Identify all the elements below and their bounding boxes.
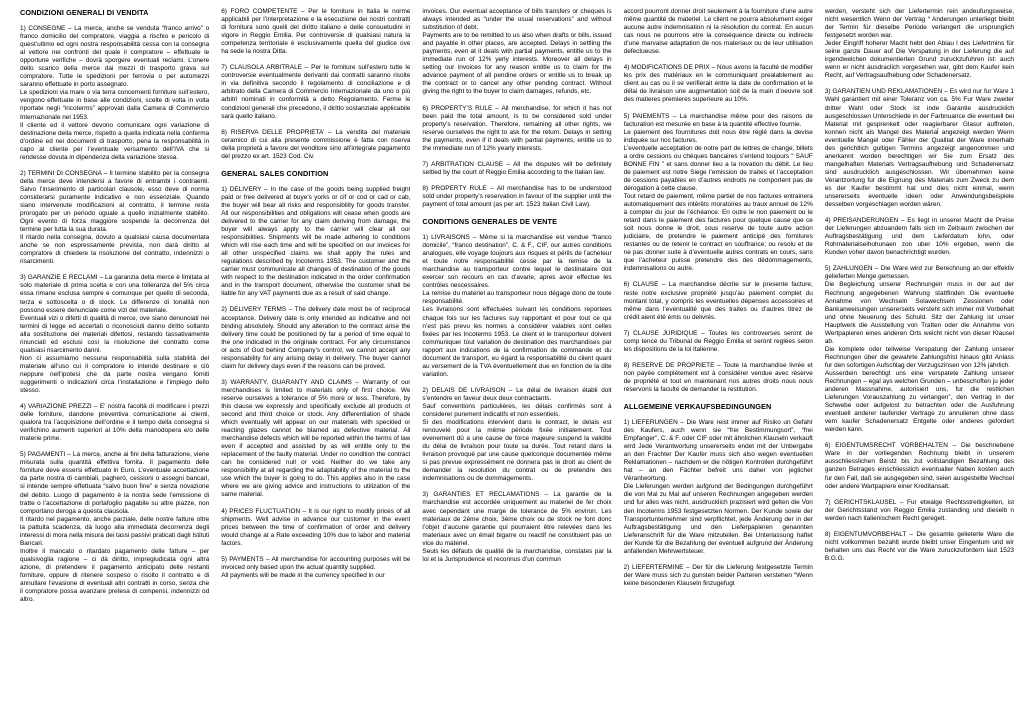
section-title: CONDITIONS GENERALES DE VENTE	[422, 217, 558, 227]
column-german	[825, 8, 1014, 725]
clause-paragraph: 4) PREISANDERUNGEN – Es liegt in unserer Macht die Preise der Lieferungen abzuandem falls sich im Zeitraum zwischen der Auftragsbestätigung und dem Lieferdatum lohn, oder Rohmaterialseihohunaen zon uber 10% ergeben, wenn die Kunden voher davon benachrichtigt wurden.	[824, 217, 1015, 257]
clause-paragraph: 3) WARRANTY, GUARANTY AND CLAIMS – Warranty of our merchandises is limited to materials only of first choice. We reserve ourselves a tolerance of 5% more or less. Therefore, by this clause we expressly and specifically exclude all products of second and third choice or stock. Any differentiation of shade which eventually will appear on our materials with speckled or reacting glazes cannot be blamed as defective material. All merchandise defects which will be reported within the terms of law even if accepted and assisted by as will entitle only to the replacement of the faulty material. Under no condition the contract can be considered null or void. Neither do we take any responsibility at all regarding the adaptability of the material to the use which the buyer is going to do. This applies also in the case where we are giving advice and instructions to utilization of the same material.	[221, 378, 411, 499]
clause-paragraph: 2) LIEFERTERMINE – Der für die Lieferung festgesetzte Termin der Ware muss sich zu gunsten belder Parteren verstehen “Wenn keine besonderen Klauseln finzugefugt	[623, 563, 813, 587]
clause-paragraph: 4) VARIAZIONE PREZZI – E’ nostra facoltà di modificare i prezzi delle forniture, dandone preventiva comunicazione ai clienti, qualora tra l’acquisizione dell’ordine e il tempo della consegna si verifichino aumenti superiori al 10% della manodopera e/o delle materie prime.	[20, 403, 210, 443]
clause-paragraph: 7) ARBITRATION CLAUSE – All the disputes will be definitely settled by the court of Reggio Emilia according to the Italian law.	[422, 160, 612, 176]
clause-paragraph: 6) EIGENTUMSRECHT VORBEHALTEN – Die beschriebene Ware in der vorliegenden Rechnung bleibt in unserem ausschliesslichen Beistz bis zut vollstandigen Bezahlung des ganzen Betrages einschliesslich eventualler Naben kosten auch fur den Fall, daß sie ausgegeben sind, seien ausgestellte Wechsel oder andere Wartpapiere einer Kreditansalt.	[824, 442, 1015, 490]
column-french-german	[624, 8, 813, 725]
clause-paragraph: 6) FORO COMPETENTE – Per le forniture in Italia le norme applicabili per l’interpretazione e la esecuzione dei nostri contratti di fornitura sono quelli del diritto italiano e delle consuetudini in vigore in Reggio Emilia. Per controversie di qualsiasi natura la competenza territoriale è esclusivamente quella del giudice ove ha sede la nostra Ditta.	[221, 8, 411, 56]
clause-paragraph: 4) PRICES FLUCTUATION – It is our right to modify prices of all shipments. Well advise in advance our customer in the event prices between the time of confirmation of order and delivery would change at a Rate exceeding 10% due to labor and material factors.	[221, 507, 411, 547]
clause-paragraph: 1) LIEFERUNGEN – Die Ware reist immer auf Risiko un Gefahr des Kaufers, auch wenn sie “frei Bestimmungsort”, “frei Empfanger”, C. & F. oder CIF oder mit ähnlichen Klauseln verkauft wird Jede Verantwortung unsererseits endet mit der Unbergabe an den Frachter Der Kaufer muss sich also wegen eventuellen Reklamationen – nachdem er die nötigen Kontrollen durchgeführt hat – an den Fächter befreit uns daher von jeglicher Vérantwortung. Die Lieferungen werden aufgrund der Bedingungen durchgeführt die von Mal zu Mal auf unseren Rechnungen angegeben werden und fur alles was nicht, ausdrucklich prazisiert wird gelten die Von den Incoterms 1953 festgesetzten Normen. Der Kunde sowie der Transportunternehmer sind verpflichtet, jede Änderung der in der Auftragsbestätigung und den Lieferpapieren genannten Lieferanschrift für die Ware mitzuteilen. Bei Unterlassung haftet der Kunde für die Bezahlung der eventuell aufgrund der Änderung anfallenden Mehrwertsteuer.	[623, 419, 813, 555]
clause-paragraph: 7) GERICHTSKLAUSEL – Fur etwalge Rechtsstreitigkeiten, ist der Gerichtsstand von Reggio Emilia zustanding und dieselb n werden nach italienischem Recht geregelt.	[824, 498, 1015, 522]
column-french	[422, 8, 611, 725]
clause-paragraph: 7) CLAUSOLA ARBITRALE – Per le forniture sull’estero tutte le controversie eventualmente derivanti dai contratti saranno risolte in via definitiva secondo il regolamento di conciliazione e di arbitrato della Camera di Commercio Internazionale da uno o più arbitri nominati in conformità a detto Regolamento. Ferme le condizioni generali che precedono, il diritto sostanziale applicabile sarà quello italiano.	[221, 64, 411, 120]
clause-paragraph: 3) GARANZIE E RECLAMI – La garanzia della merce è limitata al solo materiale di prima scelta e con una tolleranza del 5% circa essa rimane esclusa sempre e comunque per quello di seconda, terza e sottoscelta o di stock. Le differenze di tonalità non possono essere denunciate come vizi del materiale. Eventuali vizi o difetti di qualità di merce, ove siano denunciati nei termini di legge ed accertati o riconosciuti danno diritto soltanto alla sostituzione dei materiali difettosi, restando tassativamente rinunciati ed esclusi così la risoluzione del contratto come qualsiasi risarcimento danni. Non ci assumiamo nessuna responsabilità sulla stabilità del materiale all’uso cui il compratore lo intende destinare e ciò neppure nell’ipotesi che da parte nostra vengano forniti suggerimenti o indicazioni circa l’installazione e l’impiego dello stesso.	[20, 274, 210, 395]
column-italian	[20, 8, 209, 725]
clause-paragraph: werden, versteht sich der Liefertermin rein andeufungsweise, nicht wesentlich Wenn der Vertrag “ Anderungen unterliegt bleibt der Termin für dieselbe Periode verlangert die ursprunglich festgesetzt worden war. Jeder Eingriff hoherer Macht hebt den Abiau l des Liefertmins für seine ganze Dauer auf Die Verspatung in der Lieferung die auf irgendwelchen dokumentierten Grund zuruckzufuhren ist: auch wenn er nicht ausdraclich vorgesehen war, gibt dem Kaufer kein Recht, auf Vertragsaufhebung oder Schadenersatz.	[824, 8, 1015, 80]
section-title: GENERAL SALES CONDITION	[221, 168, 329, 178]
clause-paragraph: 2) DELIVERY TERMS – The delivery date most be of reciprocal acceptance. Delivery date is only intended as indicative and not binding absolutely. Should any alteration to the contract arise the delivery time could be positioned by far a period of time equal to the one indicated in the originale contract. For any circumstance or acts of God behind Company’s control, we cannot accept any responsability for any arising delay in delivery. The buyer cannot claim for delivery days even if the reasons can be proved.	[221, 306, 411, 370]
clause-paragraph: 1) LIVRAISONS – Même si la marchandise est vendue “franco domicile”, “franco destination”, C. & F., CIF, our autres conditions analogues, elle voyage toujours aux risques et périls de l’acheteur et toute notre responsabilité cesse par la remise de la marchandise au transporteur contre lequel le destinataire doit exercer son recours en cas d’avarie, apres avoir effectue les contrôles nescessaires. La remise du materiel au transporteur nous dégage donc de toute responsabilité. Les livraisons sont effectuées suivant les conditions reportees chaque fois sur les factures suy rapportant et pour tout ce qui n’est pas prevu les normes a considérer valables sont celles fixées par les Incoterms 1953. Le client et le transporteur doivent communiquer tout variation de destination des marchandises par rapport aux indications de la confirmation de commande et du document de transport, eu égard la responsabilité du client quant au versement de la TVA éventuellement due en fonction de la dite variation.	[422, 234, 612, 378]
section-title: CONDIZIONI GENERALI DI VENDITA	[20, 8, 149, 17]
clause-paragraph: 6) PROPERTY’S RULE – All merchandise, for which it has not been paid the total amount, is to be considered sold under property’s reservation. Therefore, remaining all other rights, we reserve ourselves the right to ask for the return. Delays in setting the payments, even if it deals with partial payments, entitle us to the immediate run of 12% yearly interests.	[422, 104, 612, 152]
clause-paragraph: 4) MODIFICATIONS DE PRIX – Nous avons la faculté de modifier les prix des matériaux en le communiquant prealablement au client au cas ou il se verifierait entre la date de confirmation et le délai de livraison une augmentation soit de la main d’oeuvre soit des matieres premieres superieure au 10%.	[623, 64, 813, 104]
clause-paragraph: 2) TERMINI DI CONSEGNA – Il termine stabilito per la consegna della merce deve intendersi a favore di entrambi i contraenti. Salvo l’inserimento di particolari clausole, esso deve di norma considerarsi puramente indicativo e non essenziale. Quando siano intervenute modificazioni al contratto, il termine resta prorogato per un periodo uguale a quello inizialmente stabilito. Ogni evento di forza maggiore sospende la decorrenza del termine per tutta la sua durata. Il ritardo nella consegna, dovuto a qualsiasi causa documentata anche se non espressamente prevista, non darà diritto al compratore di chiedere la risoluzione del contratto, indennizzi o risarcimenti.	[20, 169, 210, 266]
clause-paragraph: 1) DELIVERY – In the case of the goods being supplied freight paid or free delivered at buye’s yorks or cif or cod or cad or cab, the buyer will bear all risks and responsibility for goods transfer. All our responsibilities and obligations will cease when goods are delivered to the carrier for any claim deriving from damage, the buyer will always apply to the carrier will clear all our responsibilities. Shipments will be made adhering to conditions which will rise each time and will be specified on our invoices for all other unspecified claims we shall apply the rules and regulations described by Incoterms 1953. The customer and the carrier must communicate all changes of destination of the goods with respect to the destination indicated in the order confirmation and in the transport document, otherwise the customer shall be liable for any VAT payments due as a result of said change.	[221, 185, 411, 298]
clause-paragraph: invoices. Our eventual acceptance of bills transfers or cheques is always intended as “under the usual reservations” and without substitution of debt. Payments are to be remitted to us also when drafts or bills, issued and payable in other places, are accepted. Delays in settling the payments, even at it deals with partial payments, entitle us to the immediate run of 12% yerly interests. Moreover all delays in setting our invoices for any reason entitle us to claim for the advance payment of all pendine orders or entitle us to break up the contract or to cancel any other pending contract. Without giving the right to the buyer to claim damages, refunds, etc.	[422, 8, 612, 96]
clause-paragraph: 3) GARANTIES ET RECLAMATIONS – La garantie de la marchandise est accordée uniquement au materiel de fer choix avec cependant une marge de tolerance de 5% environ. Les materiaux de 2ème choix, 3ème choix ou de stock ne font donc l’objet d’aucune garantie qui pourraient être relevées dans les materiaux avec un émail bigarre ou reactif ne constituent pas un vice du materiel. Seuls les défauts de qualité de la marchandise, constates par la loi et la Jurisprudence et reconnus d’un commun	[422, 491, 612, 563]
clause-paragraph: 5) PAGAMENTI – La merce, anche ai fini della fatturazione, viene misurata sulla quantità effettiva fornita. Il pagamento delle forniture deve essersi effettuato in Euro. L’eventuale accettazione da parte nostra di cambiali, pagherò, cessioni o assegni bancari, si intende sempre effettuata “salvo buon fine” e senza novazione del debito. Luogo di pagamento è la nostra sede l’emissione di tratte o l’accettazione di portafoglio pagabile su altre piazze, non comportano deroga a questa clausola. Il ritardo nel pagamento, anche parziale, delle nostre fatture oltre la pattuita scadenza, dà luogo alla immediata decorrenza degli interessi di mora nella misura dei tassi passivi praticati dagli Istituti Bancari. Inoltre il mancato o ritardato pagamento delle fatture – per qualsivoglia ragione – ci dà diritto, impregiudicata ogni altra azione, di pretendere il pagamento anticipato delle restanti forniture, oppure di ritenere sospeso o risolto il contratto e di annullare l’evasione di eventuali altri contratti in corso, senza che il compratore possa avanzare pretesa di compensi, indennizzi od altro.	[20, 451, 210, 604]
column-english	[221, 8, 410, 725]
clause-paragraph: 3) GARANTIEN UND REKLAMATIONEN – Es wird nur fur Ware 1 Wahl garantiert mit einer Toleranz von ca. 5% Fur Ware zweiter dritter Wahl oder Stock ist inde Garantie ausdrucklich ausgeschlossen Unterschiede in der Farbnuance die eventuell bei Material mit gesprenkelt oder reagierbarer Glasur auffreten, konnen nicht als Mangel des Materiaĺ angezeigt werden Wenn eventuelle Mangel oder Fähler der Qualitat der Ware innerhalb des gerichtlich gultigen Termins angezeigt angenommen und anerkannt worden berechtigen wir Sie zum Ersatz des mangelhaften Materials Vertragsaufhebung und Schadenersatz sind ausdrucklich ausgeschlossen. Wir übernehmen keine Verantzortung fur die Eignung des Materials zum Zweck zu dem es der Kaufer bestimmt hat und dies nicht einmal, wenn unsererseits eventuelle ideen oder Anwendungsbeispiele desselben vorgeschlagen worden wären.	[824, 88, 1015, 209]
clause-paragraph: 6) CLAUSE – La marchandise décrite sur le presente facture, reste notre exclusive propriété jusqu’au paiement complet du montant total, y compris les eventuelles dépenses accessoires et même dans l’eventualité que des traites ou d’autres titrez de crédit aient été émis ou delivrés.	[623, 281, 813, 321]
clause-paragraph: 2) DELAIS DE LIVRAISON – Le délai de livraison établi doit s’entendre en faveur deux deux contractants. Sauf conventions particulières, les délais confirmés sont à considerer purement indicatifs et non essentiels. Si des modifications intervient dans le contract, le delais est renouvelé pour la même période fixée initialement. Tout evenement dû a une cause de force majeure suspend la validité du délai de livraison pour toute sa durée. Tout retard dans la livraison provoqué par une cause quelconque documentée même si pas prevue expressément ne donnera pas le droit au client de demander la resolution du contrat ou de pretendre des indemnisations ou de dommagements.	[422, 386, 612, 483]
clause-paragraph: 1) CONSEGNE – La merce, anche se venduta “franco arrivo” o franco domicilio del compratore, viaggia a rischio e pericolo di quest’ultimo ed ogni nostra responsabilità cessa con la consegna al vettore nei confronti del quale il compratore – effettuate le opportune verifiche – dovrà sporgere eventuali reclami. L’onere dello scarico della merce dai mezzi di trasporto grava sul compratore. Tutte le spedizioni per ferrovia o per automezzi saranno effettuate in porto assegnato. Le spedizioni via mare o via terra concernenti forniture sull’estero, vengono effettuate in base alle condizioni, scelte di volta in volta riportate negli “incoterms” approvati dalla Camera di Commercio Internazionale nel 1953. Il cliente ed il vettore devono comunicare ogni variazione di destinazione della merce, rispetto a quella indicata nella conferma d’ordine ed nei documenti di trasporto, pena la responsabilità in capo al cliente per l’eventuale versamento dell’IVA che si rendesse dovuta in dipendenza della variazione stessa.	[20, 25, 210, 161]
clause-paragraph: 5) PAYMENTS – All merchandise for accounting purposes will be invoiced only based upon the actual quantity supplied. All payments will be made in the currency specified in our	[221, 555, 411, 579]
clause-paragraph: accord pourront donner droit seulement à la fourniture d’une autre même quantité de materiel. Le client ne pourra absolument exiger aucune autre indemnisation ni la résolution du contrat. En aucun cas nous ne pourrons etre la conséquence directe ou indirecte d’une marvaise adaptation de nos materiaux ou de leur utilisation defectueuse.	[623, 8, 813, 56]
clause-paragraph: 7) CLAUSE JURIDIQUE – Toutes les controverses seront de comp tence du Tribunal de Reggio Emilia et seront reglées selon les dispositions de la loi Italienne.	[623, 329, 813, 353]
clause-paragraph: 8) RISERVA DELLE PROPRIETA’ – La vendita del materiale ceramico di cui alla presente commissione è fatta con riserva della proprietà a favore del venditore sino all’integrale pagamento del prezzo ex art. 1523 Cod. Civ.	[221, 128, 411, 160]
clause-paragraph: 8) PROPERTY RULE -- All merchandise has to be understood sold under property’s reservation in favour of the supplier until the payment of total amount (as per art. 1523 Italian Civil Law).	[422, 184, 612, 208]
section-title: ALLGEMEINE VERKAUFSBEDINGUNGEN	[623, 402, 772, 412]
clause-paragraph: 8) EIGENTUMVORBEHALT – Die gesamte gelieterte Ware die nicht vollkommen bezahlt wurde bleibt unser Eingentum und wir behalten uns das Recht vor die Ware zuruckzufordern laut 1523 B.G.G.	[824, 530, 1015, 562]
clause-paragraph: 8) RESERVE DE PROPRIETE – Toute la marchandise livrée et non payée complètement est à considérer vendue avec réserve de propriété et tout en maintenant nos autres droits nous nous réservons la faculté de demander la restitution.	[623, 361, 813, 393]
clause-paragraph: 5) PAIEMENTS – La marchandise même pour des raisons de facturation est mesurée en base à la quantité effective fournie. Le paiement des fournitures doit nous être réglé dans la devise indiquée sur nos factures. L’eventuelle acceptation de notre part de lettres de change, billets a ordre cessions ou chèques bancaires s’entend toujours “ SAUF BONNE FIN ” et sans donner lieu a la novation du débit. Le lieu de paiement est notre Siege l’emission de traites et l’acceptation de cessions payables en d’autres endroits ne comportent pas de dérogation à cette clause. Tout retard de paiement, même partiel de nos factures entrainera automatiquement des intérêts moratoires au traux annuel de 12% à compter du jour de l’échéance. En outre le non paiement ou le retard dans le paiement des factures pour quelque cause que ce soit nous donne le droit, sous reserve de toute autre action judiciaire, de pretendre le paiement anticipé des fornitures restantes ou de retenir le contract en souffrance; ou resolu et de ne pas donner suite à d’eventuelle autres contrats en cours, sans que l’acheteur puisse pretendre des des dédommagements, indemnisations ou autre.	[623, 112, 813, 273]
clause-paragraph: 5) ZAHLUNGEN – Die Ware wird zur Berechnung an der effektiv gelieferten Menge gemessen. Die Begleichung unserer Rechnungen muss in der aut der Rechnung angegebenen Wahrung stattfinden Die eventuelle Annahme von Wechseln Solawechseln Zessionen oder Bankanweisungen unsererseits versteht sich immer mit Vorbehalt und ohne Neuerung des Schuld. Sitz der Zahlung ist unser Hauptwerk die Ausstellung von Tratten oder die Annahme von Wertpapieren eines anderen Orts weicht nicht von dieser Klausel ab. Die komplete oder teilweise Verspatung der Zahlung unserer Rechnungen über die gewahrte Zahlungsfrist hinaus gibt Anlass fur den sofortigen Aufschlag der Verzugszinsen von 12% jahrlich. Ausserdein berechtigt uns eine verspatete Zahlung unserer Rechnungen – egal ays welchen Grunden – unbeschoften ju jeder anderen Massnahme, autorisiert uns, fur die restlichen Lieferungen Vorauszahlung zu verlangen”, den Vertrag in der Schwebe oder aufgelost zu betrachten oder die Ausfuhrung eventuell anderer laufender Vertrage zu annulieren ohne dass vem kaufer Schadenersatz Entgelte oder anderes gefordert werden kann.	[824, 265, 1015, 434]
